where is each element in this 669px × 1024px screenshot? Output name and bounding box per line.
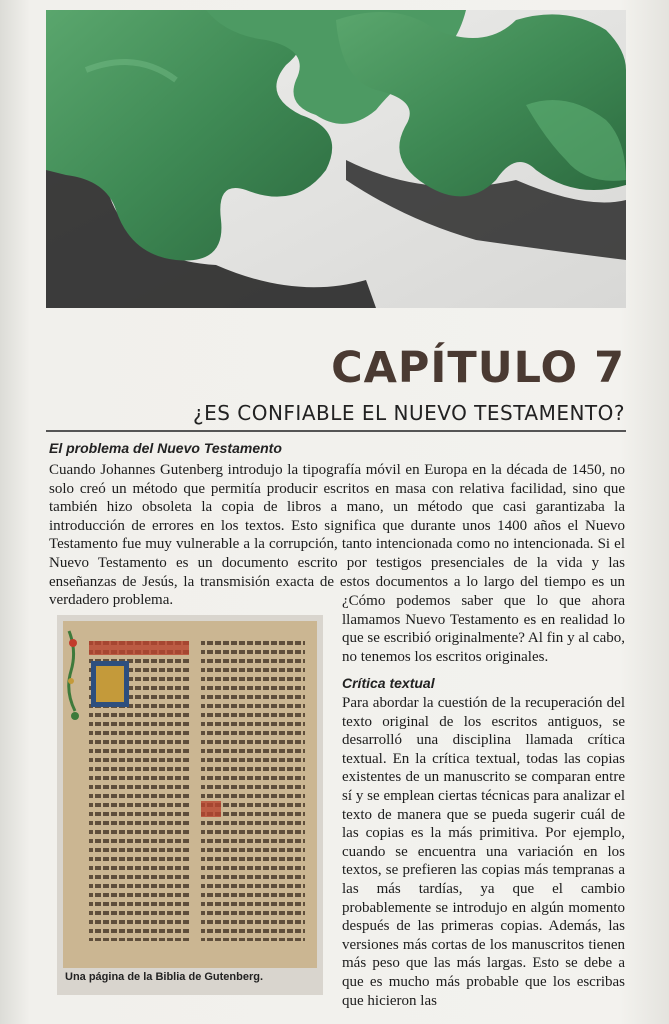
manuscript-illustration bbox=[63, 621, 317, 968]
section-heading-problem: El problema del Nuevo Testamento bbox=[49, 440, 282, 456]
chapter-number: CAPÍTULO 7 bbox=[331, 343, 625, 393]
gutenberg-bible-page-image bbox=[63, 621, 317, 968]
chapter-title: ¿ES CONFIABLE EL NUEVO TESTAMENTO? bbox=[192, 401, 625, 425]
title-divider bbox=[46, 430, 626, 432]
gutenberg-figure bbox=[57, 615, 323, 995]
intro-paragraph-continued: ¿Cómo podemos saber que lo que ahora llamamos Nuevo Testamento es en realidad lo que se escribió originalmente? Al fin y al cabo, no tenemos los escritos originales. bbox=[342, 593, 625, 665]
textual-criticism-paragraph: Para abordar la cuestión de la recuperación del texto original de los escritos antiguos, se desarrolló una disciplina llamada crítica textual. En la crítica textual, todas las copias existentes de un manuscrito se comparan entre sí y se emplean ciertas técnicas para analizar el texto de manera que se pueda sugerir cuál de las copias es la más primitiva. Por ejemplo, cuando se encuentra una variación en los textos, se prefieren las copias más tempranas a las más tardías, ya que el cambio probablemente se introdujo en algún momento después de las primeras copias. Además, las versiones más cortas de los manuscritos tienen más peso que las más largas. Esto se debe a que es mucho más probable que los escribas que hicieron las bbox=[342, 695, 625, 1009]
section-heading-textual-criticism: Crítica textual bbox=[342, 675, 435, 691]
puzzle-illustration bbox=[46, 10, 626, 308]
puzzle-pieces-photo bbox=[46, 10, 626, 308]
intro-paragraph: Cuando Johannes Gutenberg introdujo la tipografía móvil en Europa en la década de 1450, no solo creó un método que permitía producir escritos en masa con relativa facilidad, sino que también hizo obsoleta la copia de libros a mano, un método que casi garantizaba la introducción de errores en los textos. Esto significa que durante unos 1400 años el Nuevo Testamento fue muy vulnerable a la corrupción, tanto intencionada como no intencionada. Si el Nuevo Testamento es un documento escrito por testigos presenciales de la vida y las enseñanzas de Jesús, la transmisión exacta de estos documentos a lo largo del tiempo es un verdadero problema. bbox=[49, 462, 625, 609]
figure-caption: Una página de la Biblia de Gutenberg. bbox=[65, 971, 264, 983]
